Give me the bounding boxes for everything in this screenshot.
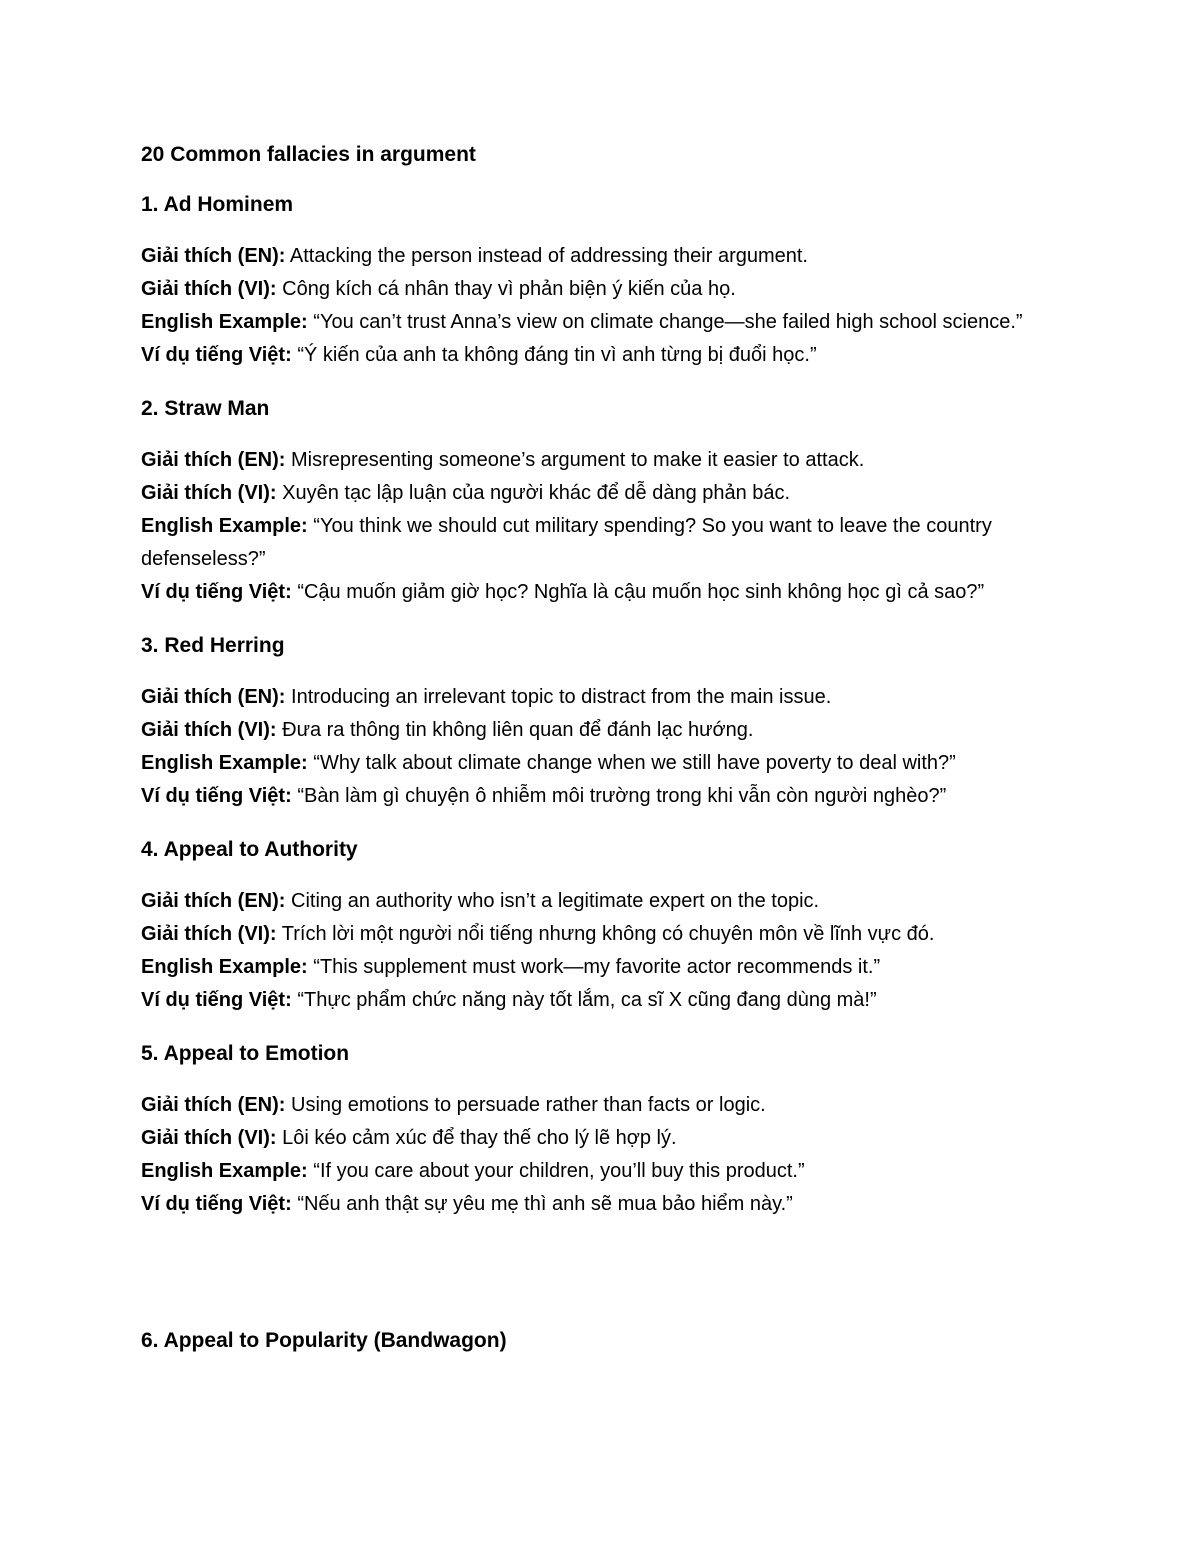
example-vi-label: Ví dụ tiếng Việt: — [141, 1193, 292, 1215]
explain-en-label: Giải thích (EN): — [141, 245, 286, 267]
explain-en-label: Giải thích (EN): — [141, 890, 286, 912]
explain-vi-line — [141, 273, 1050, 306]
fallacy-section-4 — [141, 837, 1050, 1017]
explain-en-text: Using emotions to persuade rather than facts or logic. — [291, 1094, 766, 1116]
fallacy-section-1 — [141, 192, 1050, 372]
example-vi-line — [141, 1188, 1050, 1221]
example-vi-text: “Cậu muốn giảm giờ học? Nghĩa là cậu muốn học sinh không học gì cả sao?” — [297, 581, 985, 603]
example-vi-label: Ví dụ tiếng Việt: — [141, 989, 292, 1011]
explain-en-text: Citing an authority who isn’t a legitimate expert on the topic. — [291, 890, 820, 912]
example-en-label: English Example: — [141, 752, 308, 774]
document-title: 20 Common fallacies in argument — [141, 143, 476, 166]
explain-en-text: Misrepresenting someone’s argument to make it easier to attack. — [291, 449, 865, 471]
blank-space — [141, 1221, 1050, 1304]
explain-en-label: Giải thích (EN): — [141, 1094, 286, 1116]
example-en-text: “Why talk about climate change when we still have poverty to deal with?” — [313, 752, 956, 774]
section-heading: 3. Red Herring — [141, 634, 285, 657]
example-vi-line — [141, 984, 1050, 1017]
explain-vi-line — [141, 918, 1050, 951]
explain-en-line — [141, 1089, 1050, 1122]
example-vi-line — [141, 780, 1050, 813]
explain-vi-text: Trích lời một người nổi tiếng nhưng không có chuyên môn về lĩnh vực đó. — [281, 923, 935, 945]
example-en-line — [141, 306, 1050, 339]
explain-en-line — [141, 444, 1050, 477]
example-en-label: English Example: — [141, 956, 308, 978]
example-en-label: English Example: — [141, 515, 308, 537]
explain-en-label: Giải thích (EN): — [141, 686, 286, 708]
fallacy-section-5 — [141, 1041, 1050, 1221]
example-en-text: “You think we should cut military spending? So you want to leave the country defenseless?” — [141, 515, 992, 570]
explain-vi-text: Đưa ra thông tin không liên quan để đánh lạc hướng. — [282, 719, 754, 741]
explain-vi-label: Giải thích (VI): — [141, 1127, 277, 1149]
section-heading: 4. Appeal to Authority — [141, 838, 358, 861]
explain-en-label: Giải thích (EN): — [141, 449, 286, 471]
example-vi-label: Ví dụ tiếng Việt: — [141, 581, 292, 603]
example-vi-label: Ví dụ tiếng Việt: — [141, 344, 292, 366]
fallacy-section-2 — [141, 396, 1050, 609]
explain-vi-label: Giải thích (VI): — [141, 482, 277, 504]
explain-en-line — [141, 885, 1050, 918]
example-en-line — [141, 1155, 1050, 1188]
example-en-text: “If you care about your children, you’ll buy this product.” — [313, 1160, 805, 1182]
explain-en-line — [141, 240, 1050, 273]
section-heading: 6. Appeal to Popularity (Bandwagon) — [141, 1329, 507, 1352]
example-vi-line — [141, 339, 1050, 372]
example-en-line — [141, 951, 1050, 984]
explain-vi-line — [141, 714, 1050, 747]
section-heading: 1. Ad Hominem — [141, 193, 294, 216]
example-vi-text: “Ý kiến của anh ta không đáng tin vì anh từng bị đuổi học.” — [297, 344, 817, 366]
example-en-line — [141, 747, 1050, 780]
explain-en-text: Introducing an irrelevant topic to distract from the main issue. — [291, 686, 832, 708]
example-vi-line — [141, 576, 1050, 609]
example-en-text: “You can’t trust Anna’s view on climate change—she failed high school science.” — [313, 311, 1023, 333]
section-heading: 2. Straw Man — [141, 397, 270, 420]
example-vi-text: “Nếu anh thật sự yêu mẹ thì anh sẽ mua bảo hiểm này.” — [297, 1193, 793, 1215]
explain-vi-text: Lôi kéo cảm xúc để thay thế cho lý lẽ hợp lý. — [282, 1127, 677, 1149]
section-heading: 5. Appeal to Emotion — [141, 1042, 350, 1065]
fallacy-section-3 — [141, 633, 1050, 813]
explain-vi-line — [141, 477, 1050, 510]
explain-vi-label: Giải thích (VI): — [141, 278, 277, 300]
explain-en-text: Attacking the person instead of addressing their argument. — [289, 245, 808, 267]
example-vi-label: Ví dụ tiếng Việt: — [141, 785, 292, 807]
explain-en-line — [141, 681, 1050, 714]
fallacy-section-6 — [141, 1328, 1050, 1354]
example-en-label: English Example: — [141, 311, 308, 333]
explain-vi-label: Giải thích (VI): — [141, 923, 277, 945]
example-en-text: “This supplement must work—my favorite actor recommends it.” — [313, 956, 881, 978]
example-vi-text: “Bàn làm gì chuyện ô nhiễm môi trường trong khi vẫn còn người nghèo?” — [297, 785, 947, 807]
explain-vi-text: Công kích cá nhân thay vì phản biện ý kiến của họ. — [282, 278, 736, 300]
explain-vi-text: Xuyên tạc lập luận của người khác để dễ dàng phản bác. — [282, 482, 791, 504]
explain-vi-label: Giải thích (VI): — [141, 719, 277, 741]
example-vi-text: “Thực phẩm chức năng này tốt lắm, ca sĩ X cũng đang dùng mà!” — [297, 989, 877, 1011]
explain-vi-line — [141, 1122, 1050, 1155]
example-en-line — [141, 510, 1050, 576]
example-en-label: English Example: — [141, 1160, 308, 1182]
